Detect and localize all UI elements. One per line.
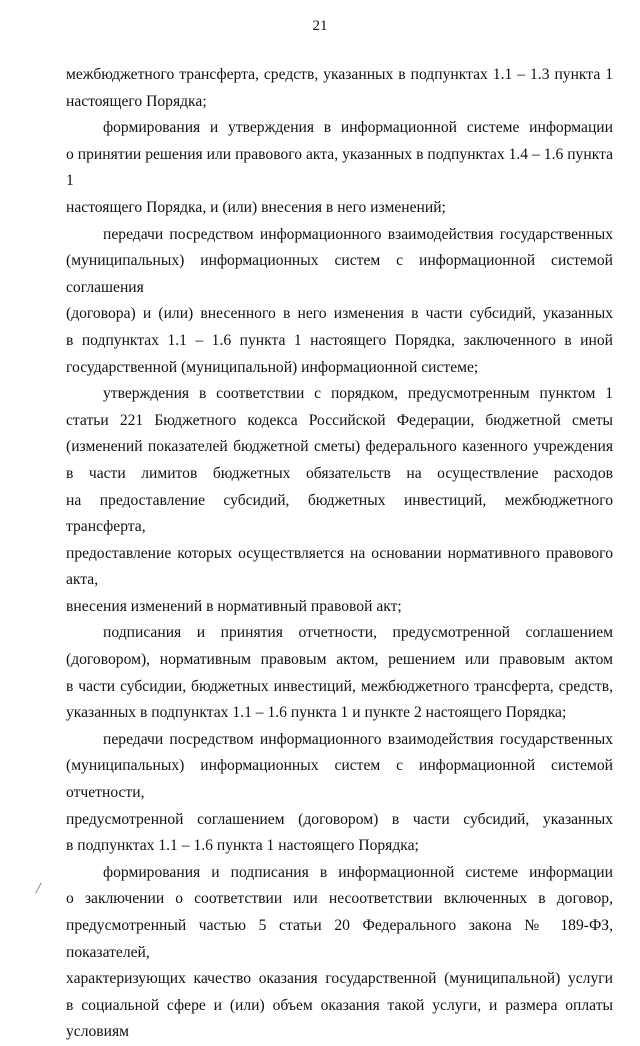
text-line: настоящего Порядка; xyxy=(66,92,207,110)
text-line: о заключении о соответствии или несоответствии включенных в договор, xyxy=(66,890,613,908)
paragraph xyxy=(66,860,613,1046)
paragraph xyxy=(66,115,613,221)
document-body xyxy=(66,62,613,1046)
text-line: указанных в подпунктах 1.1 – 1.6 пункта 1 и пункте 2 настоящего Порядка; xyxy=(66,704,567,722)
page-number: 21 xyxy=(312,18,328,34)
text-line: формирования и подписания в информационной системе информации xyxy=(103,863,613,881)
text-line: межбюджетного трансферта, средств, указанных в подпунктах 1.1 – 1.3 пункта 1 xyxy=(66,66,613,83)
text-line: формирования и утверждения в информационной системе информации xyxy=(103,119,613,137)
paragraph xyxy=(66,381,613,620)
text-line: внесения изменений в нормативный правовой акт; xyxy=(66,597,402,615)
text-line: в подпунктах 1.1 – 1.6 пункта 1 настоящего Порядка; xyxy=(66,837,419,855)
text-line: характеризующих качество оказания государственной (муниципальной) услуги xyxy=(66,970,613,988)
text-line: предоставление которых осуществляется на основании нормативного правового акта, xyxy=(66,544,613,589)
text-line: (муниципальных) информационных систем с информационной системой соглашения xyxy=(66,252,613,296)
text-line: статьи 221 Бюджетного кодекса Российской Федерации, бюджетной сметы xyxy=(66,411,613,429)
text-line: (муниципальных) информационных систем с информационной системой отчетности, xyxy=(66,757,613,802)
text-line: в социальной сфере и (или) объем оказания такой услуги, и размера оплаты условиям xyxy=(66,996,613,1041)
text-line: на предоставление субсидий, бюджетных инвестиций, межбюджетного трансферта, xyxy=(66,491,613,536)
paragraph xyxy=(66,727,613,860)
text-line: (договором), нормативным правовым актом, решением или правовым актом xyxy=(66,651,613,669)
text-line: в части субсидии, бюджетных инвестиций, межбюджетного трансферта, средств, xyxy=(66,677,613,695)
text-line: в подпунктах 1.1 – 1.6 пункта 1 настоящего Порядка, заключенного в иной xyxy=(66,331,613,349)
text-line: передачи посредством информационного взаимодействия государственных xyxy=(103,225,613,243)
text-line: подписания и принятия отчетности, предусмотренной соглашением xyxy=(103,624,613,642)
text-line: в части лимитов бюджетных обязательств на осуществление расходов xyxy=(66,464,613,482)
text-line: о принятии решения или правового акта, указанных в подпунктах 1.4 – 1.6 пункта 1 xyxy=(66,145,613,190)
paragraph xyxy=(66,620,613,726)
text-line: государственной (муниципальной) информационной системе; xyxy=(66,358,479,376)
text-line: настоящего Порядка, и (или) внесения в него изменений; xyxy=(66,198,446,216)
paragraph xyxy=(66,222,613,382)
paragraph xyxy=(66,62,613,115)
scan-mark xyxy=(35,882,42,893)
text-line: передачи посредством информационного взаимодействия государственных xyxy=(103,730,613,748)
text-line: утверждения в соответствии с порядком, предусмотренным пунктом 1 xyxy=(103,385,613,403)
text-line: предусмотренной соглашением (договором) в части субсидий, указанных xyxy=(66,810,613,828)
text-line: предусмотренный частью 5 статьи 20 Федерального закона № 189-ФЗ, показателей, xyxy=(66,917,613,961)
text-line: (договора) и (или) внесенного в него изменения в части субсидий, указанных xyxy=(66,305,613,323)
text-line: (изменений показателей бюджетной сметы) федерального казенного учреждения xyxy=(66,438,613,456)
